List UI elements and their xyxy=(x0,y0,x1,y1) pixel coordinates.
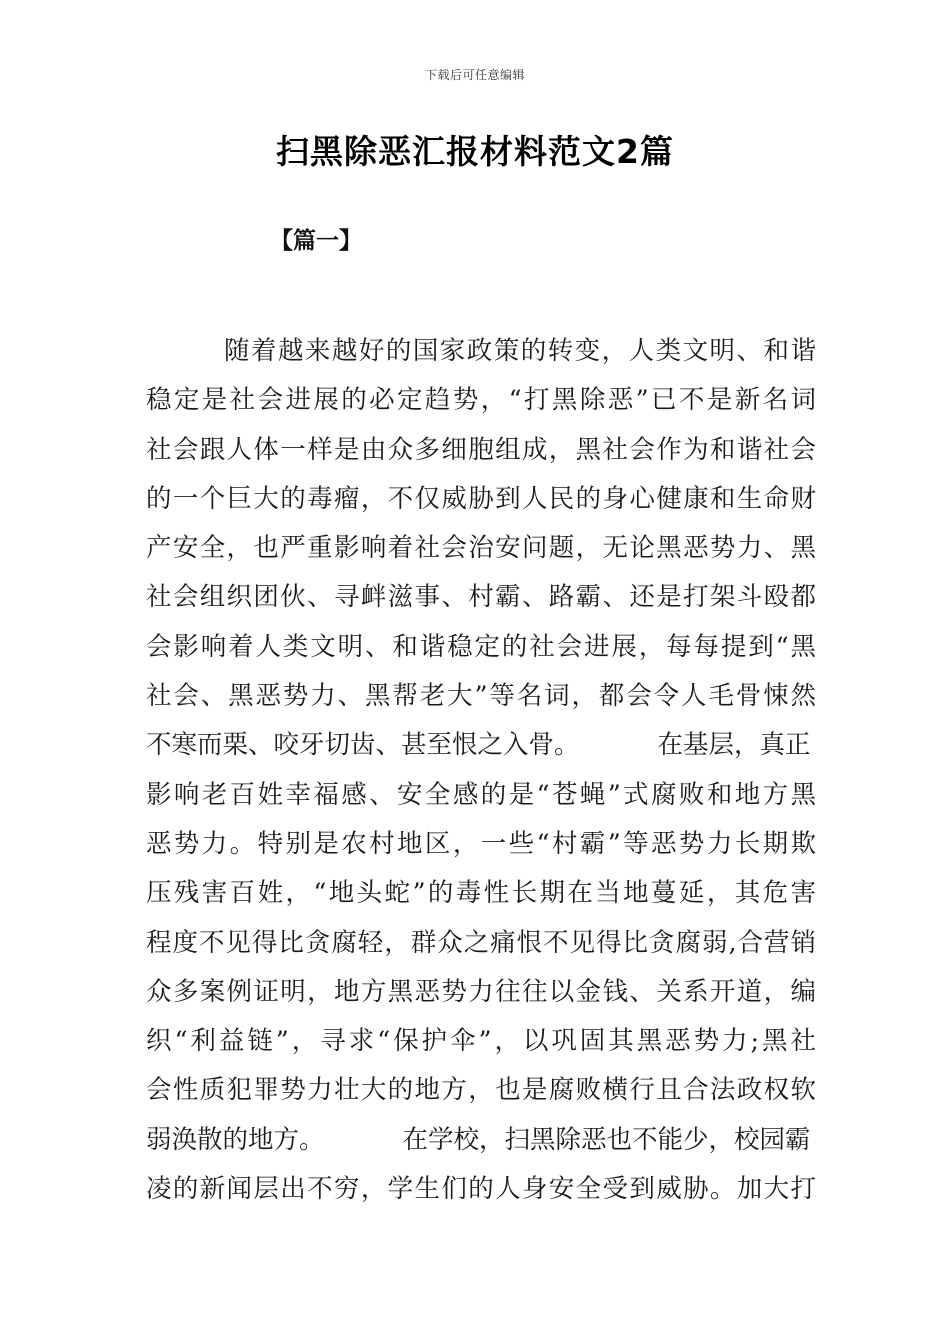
body-line: 随着越来越好的国家政策的转变，人类文明、和谐 xyxy=(224,336,816,366)
body-line: 社会组织团伙、寻衅滋事、村霸、路霸、还是打架斗殴都 xyxy=(146,582,816,613)
header-note: 下载后可任意编辑 xyxy=(424,68,525,82)
document-title: 扫黑除恶汇报材料范文2篇 xyxy=(276,132,674,171)
body-line: 程度不见得比贪腐轻，群众之痛恨不见得比贪腐弱,合营销 xyxy=(146,927,816,958)
body-line: 弱涣散的地方。 在学校，扫黑除恶也不能少，校园霸 xyxy=(146,1124,811,1155)
body-line: 不寒而栗、咬牙切齿、甚至恨之入骨。 在基层，真正 xyxy=(146,730,811,761)
section-label: 【篇一】 xyxy=(270,227,362,254)
body-line: 恶势力。特别是农村地区，一些“村霸”等恶势力长期欺 xyxy=(146,828,816,859)
body-line: 影响老百姓幸福感、安全感的是“苍蝇”式腐败和地方黑 xyxy=(146,779,816,810)
body-line: 产安全，也严重影响着社会治安问题，无论黑恶势力、黑 xyxy=(146,533,816,564)
body-text xyxy=(146,331,816,1218)
body-line: 会性质犯罪势力壮大的地方，也是腐败横行且合法政权软 xyxy=(146,1075,816,1106)
body-line: 社会、黑恶势力、黑帮老大”等名词，都会令人毛骨悚然 xyxy=(146,681,816,712)
body-line: 的一个巨大的毒瘤，不仅威胁到人民的身心健康和生命财 xyxy=(146,483,816,514)
body-line: 众多案例证明，地方黑恶势力往往以金钱、关系开道，编 xyxy=(146,976,816,1007)
body-line: 稳定是社会进展的必定趋势，“打黑除恶”已不是新名词 xyxy=(146,385,816,416)
body-line: 社会跟人体一样是由众多细胞组成，黑社会作为和谐社会 xyxy=(146,434,816,465)
body-line: 织“利益链”，寻求“保护伞”，以巩固其黑恶势力;黑社 xyxy=(146,1026,816,1057)
body-line: 会影响着人类文明、和谐稳定的社会进展，每每提到“黑 xyxy=(146,631,816,662)
body-line: 压残害百姓，“地头蛇”的毒性长期在当地蔓延，其危害 xyxy=(146,878,816,909)
body-line: 凌的新闻层出不穷，学生们的人身安全受到威胁。加大打 xyxy=(146,1174,816,1205)
